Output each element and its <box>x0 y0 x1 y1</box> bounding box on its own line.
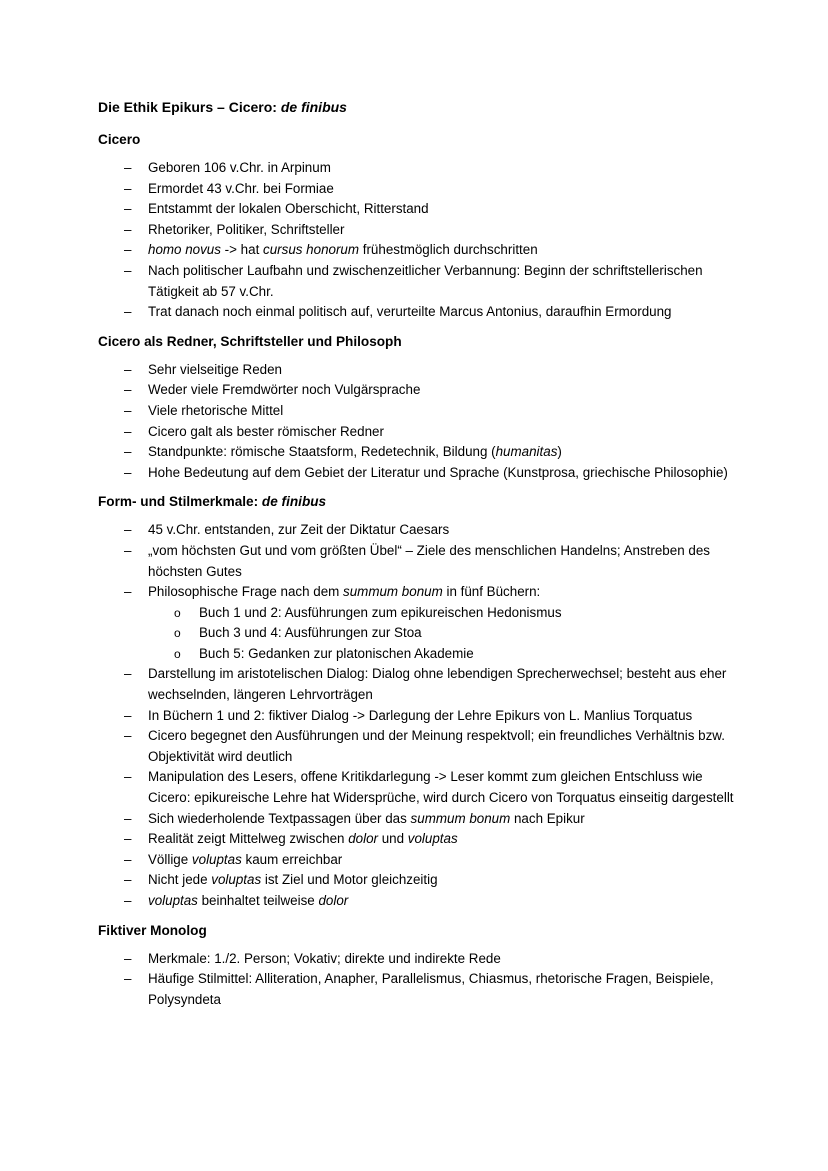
list-item-text <box>148 263 703 299</box>
list-item-text <box>148 222 344 237</box>
text-segment: Cicero galt als bester römischer Redner <box>148 423 384 439</box>
text-segment: Merkmale: 1./2. Person; Vokativ; direkte und indirekte Rede <box>148 950 501 966</box>
list-item-text <box>148 382 420 397</box>
italic-text: homo novus <box>148 242 221 258</box>
list-item-text <box>148 831 458 846</box>
dash-bullet: – <box>124 769 132 785</box>
text-segment: „vom höchsten Gut und vom größten Übel“ – Ziele des menschlichen Handelns; Anstreben des höchsten Gutes <box>148 542 710 579</box>
list-item-text <box>148 242 538 257</box>
list-item <box>98 850 738 871</box>
sub-list-item <box>148 623 738 644</box>
list-item-text <box>148 852 342 867</box>
list-item <box>98 870 738 891</box>
list-item-text <box>148 951 501 966</box>
dash-bullet: – <box>124 522 132 538</box>
dash-bullet: – <box>124 423 132 439</box>
list-item <box>98 220 738 241</box>
dash-bullet: – <box>124 361 132 377</box>
text-segment: Standpunkte: römische Staatsform, Redetechnik, Bildung ( <box>148 444 496 460</box>
list-item <box>98 767 738 808</box>
list-item-text <box>148 201 429 216</box>
text-segment: Cicero begegnet den Ausführungen und der Meinung respektvoll; ein freundliches Verhältnis bzw. Objektivität wird deutlich <box>148 728 725 764</box>
title-main: Die Ethik Epikurs – Cicero: <box>98 99 281 115</box>
text-segment: Ermordet 43 v.Chr. bei Formiae <box>148 180 334 196</box>
italic-text: voluptas <box>191 851 242 867</box>
dash-bullet: – <box>124 242 132 258</box>
text-segment: 45 v.Chr. entstanden, zur Zeit der Diktatur Caesars <box>148 522 450 538</box>
section <box>98 332 738 484</box>
text-segment: nach Epikur <box>510 810 585 826</box>
dash-bullet: – <box>124 831 132 847</box>
text-segment: frühestmöglich durchschritten <box>359 242 538 258</box>
text-segment: und <box>377 831 408 847</box>
list-item <box>98 422 738 443</box>
dash-bullet: – <box>124 304 132 320</box>
list-item-text <box>148 811 585 826</box>
title-italic: de finibus <box>280 99 347 115</box>
text-segment: Viele rhetorische Mittel <box>148 402 284 418</box>
list-item <box>98 520 738 541</box>
text-segment: ist Ziel und Motor gleichzeitig <box>261 872 438 888</box>
list-item <box>98 179 738 200</box>
list-item-text <box>148 893 348 908</box>
section <box>98 492 738 911</box>
text-segment: -> hat <box>220 242 264 258</box>
list-item <box>98 442 738 463</box>
list-item <box>98 158 738 179</box>
dash-bullet: – <box>124 402 132 418</box>
dash-bullet: – <box>124 221 132 237</box>
dash-bullet: – <box>124 851 132 867</box>
text-segment: Buch 1 und 2: Ausführungen zum epikureischen Hedonismus <box>199 604 562 620</box>
italic-text: cursus honorum <box>263 242 360 258</box>
list-item-text <box>148 304 672 319</box>
section-heading <box>98 332 738 352</box>
section-heading <box>98 921 738 941</box>
section-heading <box>98 130 738 150</box>
sub-list-item <box>148 603 738 624</box>
text-segment: in fünf Büchern: <box>442 584 541 600</box>
text-segment: Darstellung im aristotelischen Dialog: Dialog ohne lebendigen Sprecherwechsel; besteht aus eher wechselnden, längeren Lehrvorträgen <box>148 666 727 703</box>
list-item-text <box>148 181 334 196</box>
italic-text: dolor <box>318 893 349 908</box>
italic-text: voluptas <box>407 831 458 847</box>
sub-list-item-text <box>199 605 562 620</box>
text-segment: Geboren 106 v.Chr. in Arpinum <box>148 160 331 175</box>
dash-bullet: – <box>124 382 132 398</box>
list-item-text <box>148 522 449 537</box>
italic-text: humanitas <box>495 444 558 460</box>
bullet-list <box>98 520 738 911</box>
dash-bullet: – <box>124 584 132 600</box>
text-segment: Manipulation des Lesers, offene Kritikdarlegung -> Leser kommt zum gleichen Entschluss wie Cicero: epikureische Lehre hat Widersprüche, wird durch Cicero von Torquatus einseitig dargestellt <box>148 769 734 806</box>
sub-list-item-text <box>199 646 474 661</box>
italic-text: summum bonum <box>410 810 511 826</box>
text-segment: Cicero <box>98 132 141 147</box>
list-item <box>98 949 738 970</box>
list-item-text <box>148 666 726 702</box>
italic-text: voluptas <box>211 872 262 888</box>
bullet-list <box>98 158 738 323</box>
list-item <box>98 726 738 767</box>
list-item <box>98 541 738 582</box>
list-item <box>98 199 738 220</box>
list-item <box>98 302 738 323</box>
text-segment: ) <box>557 444 562 460</box>
italic-text: dolor <box>348 831 378 847</box>
text-segment: Sehr vielseitige Reden <box>148 361 282 377</box>
bullet-list <box>98 360 738 484</box>
text-segment: kaum erreichbar <box>241 851 343 867</box>
list-item-text <box>148 543 710 579</box>
text-segment: Nicht jede <box>148 872 212 888</box>
list-item-text <box>148 872 438 887</box>
text-segment: Sich wiederholende Textpassagen über das <box>148 810 411 826</box>
list-item-text <box>148 769 734 805</box>
list-item-text <box>148 444 562 459</box>
bullet-list <box>98 949 738 1011</box>
list-item-text <box>148 424 384 439</box>
dash-bullet: – <box>124 893 132 908</box>
text-segment: Weder viele Fremdwörter noch Vulgärsprache <box>148 382 421 398</box>
dash-bullet: – <box>124 707 132 723</box>
list-item-text <box>148 728 725 764</box>
text-segment: Buch 5: Gedanken zur platonischen Akademie <box>199 645 474 661</box>
sub-list-item-text <box>199 625 422 640</box>
document-page <box>98 96 738 1019</box>
list-item <box>98 829 738 850</box>
dash-bullet: – <box>124 810 132 826</box>
circle-bullet: o <box>174 646 181 661</box>
list-item-text <box>148 403 283 418</box>
dash-bullet: – <box>124 180 132 196</box>
text-segment: Nach politischer Laufbahn und zwischenzeitlicher Verbannung: Beginn der schriftstellerischen Tätigkeit ab 57 v.Chr. <box>148 262 703 299</box>
list-item <box>98 240 738 261</box>
text-segment: Trat danach noch einmal politisch auf, verurteilte Marcus Antonius, daraufhin Ermordung <box>148 304 672 320</box>
list-item <box>98 360 738 381</box>
text-segment: In Büchern 1 und 2: fiktiver Dialog -> Darlegung der Lehre Epikurs von L. Manlius Torquatus <box>148 707 693 723</box>
text-segment: Entstammt der lokalen Oberschicht, Ritterstand <box>148 201 429 217</box>
list-item <box>98 582 738 664</box>
text-segment: Rhetoriker, Politiker, Schriftsteller <box>148 221 345 237</box>
section <box>98 130 738 323</box>
text-segment: beinhaltet teilweise <box>197 893 319 908</box>
list-item <box>98 380 738 401</box>
list-item <box>98 401 738 422</box>
sub-list-item <box>148 644 738 665</box>
list-item-text <box>148 584 540 599</box>
list-item-text <box>148 465 728 480</box>
circle-bullet: o <box>174 605 181 620</box>
section-heading <box>98 492 738 512</box>
dash-bullet: – <box>124 950 132 966</box>
text-segment: Fiktiver Monolog <box>98 922 207 938</box>
italic-text: summum bonum <box>343 584 443 600</box>
dash-bullet: – <box>124 542 132 558</box>
dash-bullet: – <box>124 201 132 217</box>
dash-bullet: – <box>124 444 132 460</box>
dash-bullet: – <box>124 464 132 480</box>
sub-list <box>148 603 738 665</box>
circle-bullet: o <box>174 626 181 641</box>
italic-text: de finibus <box>261 494 327 510</box>
dash-bullet: – <box>124 666 132 682</box>
text-segment: Häufige Stilmittel: Alliteration, Anapher, Parallelismus, Chiasmus, rhetorische Fragen, Beispiele, Polysyndeta <box>148 971 714 1007</box>
text-segment: Cicero als Redner, Schriftsteller und Philosoph <box>98 333 402 349</box>
list-item <box>98 969 738 1010</box>
text-segment: Hohe Bedeutung auf dem Gebiet der Literatur und Sprache (Kunstprosa, griechische Philosophie) <box>148 464 728 480</box>
text-segment: Philosophische Frage nach dem <box>148 584 344 600</box>
text-segment: Form- und Stilmerkmale: <box>98 494 262 510</box>
dash-bullet: – <box>124 728 132 744</box>
text-segment: Buch 3 und 4: Ausführungen zur Stoa <box>199 625 422 641</box>
dash-bullet: – <box>124 262 132 278</box>
text-segment: Realität zeigt Mittelweg zwischen <box>148 831 349 847</box>
list-item-text <box>148 708 692 723</box>
list-item <box>98 664 738 705</box>
italic-text: voluptas <box>148 893 198 908</box>
list-item <box>98 891 738 912</box>
list-item-text <box>148 971 714 1007</box>
dash-bullet: – <box>124 160 132 175</box>
list-item-text <box>148 160 331 175</box>
text-segment: Völlige <box>148 851 192 867</box>
sections-container <box>98 130 738 1010</box>
list-item <box>98 706 738 727</box>
list-item <box>98 809 738 830</box>
section <box>98 921 738 1011</box>
list-item <box>98 463 738 484</box>
list-item <box>98 261 738 302</box>
dash-bullet: – <box>124 971 132 987</box>
document-title <box>98 96 738 118</box>
dash-bullet: – <box>124 872 132 888</box>
list-item-text <box>148 362 282 377</box>
